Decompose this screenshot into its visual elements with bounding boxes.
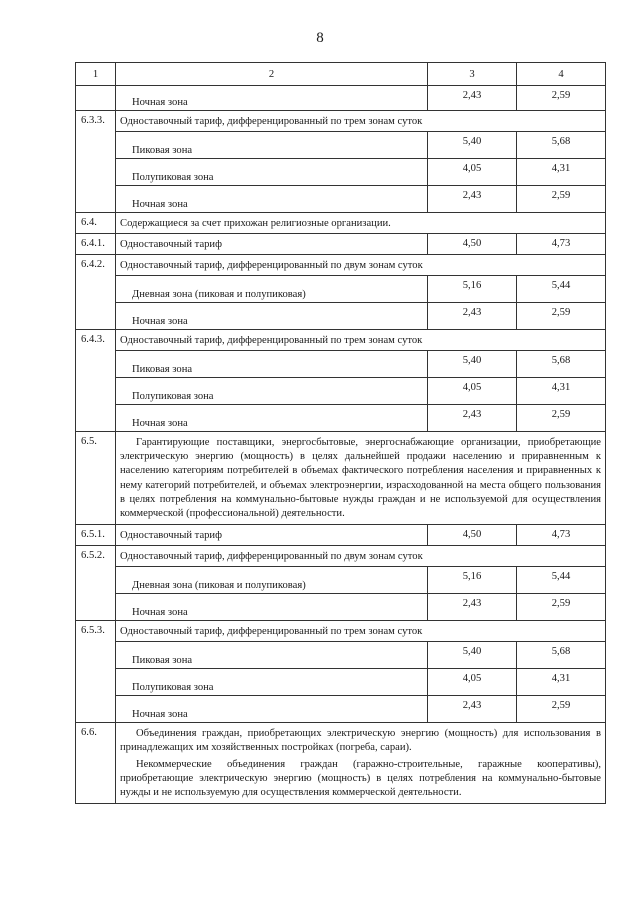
section-number: 6.4.3. (76, 330, 116, 432)
value-col-3: 2,43 (428, 405, 517, 432)
section-row (76, 255, 606, 276)
zone-label: Дневная зона (пиковая и полупиковая) (116, 567, 428, 594)
zone-label: Полупиковая зона (116, 669, 428, 696)
value-col-4: 5,68 (517, 642, 606, 669)
section-number: 6.4.2. (76, 255, 116, 330)
section-title: Содержащиеся за счет прихожан религиозные организации. (116, 213, 606, 234)
zone-label: Ночная зона (116, 696, 428, 723)
section-row (76, 525, 606, 546)
section-title: Одноставочный тариф, дифференцированный по трем зонам суток (116, 621, 606, 642)
header-col-3: 3 (428, 63, 517, 86)
table-row (76, 405, 606, 432)
section-number: 6.4.1. (76, 234, 116, 255)
header-row (76, 63, 606, 86)
value-col-4: 2,59 (517, 86, 606, 111)
section-row (76, 234, 606, 255)
table-row (76, 276, 606, 303)
zone-label: Ночная зона (116, 594, 428, 621)
value-col-4: 5,44 (517, 567, 606, 594)
section-number: 6.5.3. (76, 621, 116, 723)
table-row (76, 351, 606, 378)
value-col-4: 4,73 (517, 234, 606, 255)
table-row (76, 159, 606, 186)
header-col-2: 2 (116, 63, 428, 86)
value-col-3: 4,50 (428, 234, 517, 255)
section-title: Одноставочный тариф, дифференцированный по двум зонам суток (116, 255, 606, 276)
table-row (76, 186, 606, 213)
value-col-4: 4,31 (517, 669, 606, 696)
header-col-4: 4 (517, 63, 606, 86)
value-col-3: 5,40 (428, 351, 517, 378)
tariff-table (75, 62, 606, 804)
page-number: 8 (316, 30, 324, 46)
paragraph-text: Некоммерческие объединения граждан (гаражно-строительные, гаражные кооперативы), приобретающие электрическую энергию (мощность) в целях потребления на коммунально-бытовые нужды и не используемую для осуществления коммерческой деятельности. (120, 758, 601, 799)
section-row (76, 621, 606, 642)
section-title: Одноставочный тариф, дифференцированный по трем зонам суток (116, 330, 606, 351)
table-row (76, 669, 606, 696)
value-col-4: 5,44 (517, 276, 606, 303)
value-col-3: 4,05 (428, 669, 517, 696)
table-row (76, 132, 606, 159)
section-number: 6.6. (76, 723, 116, 804)
section-row (76, 330, 606, 351)
row-number-empty (76, 86, 116, 111)
zone-label: Дневная зона (пиковая и полупиковая) (116, 276, 428, 303)
zone-label: Пиковая зона (116, 642, 428, 669)
value-col-3: 5,40 (428, 132, 517, 159)
table-row (76, 567, 606, 594)
zone-label: Ночная зона (116, 86, 428, 111)
value-col-4: 5,68 (517, 351, 606, 378)
section-title: Одноставочный тариф (116, 234, 428, 255)
section-title: Одноставочный тариф (116, 525, 428, 546)
header-col-1: 1 (76, 63, 116, 86)
section-paragraph (116, 432, 606, 525)
section-number: 6.5.1. (76, 525, 116, 546)
value-col-4: 2,59 (517, 594, 606, 621)
value-col-4: 2,59 (517, 405, 606, 432)
value-col-3: 5,40 (428, 642, 517, 669)
zone-label: Пиковая зона (116, 132, 428, 159)
value-col-4: 4,73 (517, 525, 606, 546)
paragraph-text: Гарантирующие поставщики, энергосбытовые, энергоснабжающие организации, приобретающие электрическую энергию (мощность) в целях дальнейшей продажи населению и приравненным к населению категориям потребителей в объемах фактического потребления населения и приравненных к нему категорий потребителей, и объемах электроэнергии, израсходованной на места общего пользования в целях потребления на коммунально-бытовые нужды граждан и не используемой для осуществления коммерческой (профессиональной) деятельности. (120, 437, 601, 520)
zone-label: Ночная зона (116, 303, 428, 330)
value-col-3: 2,43 (428, 594, 517, 621)
paragraph-text: Объединения граждан, приобретающих электрическую энергию (мощность) для использования в принадлежащих им хозяйственных постройках (погреба, сараи). (120, 728, 601, 754)
zone-label: Полупиковая зона (116, 159, 428, 186)
value-col-3: 4,05 (428, 159, 517, 186)
table-row (76, 642, 606, 669)
value-col-4: 2,59 (517, 186, 606, 213)
zone-label: Ночная зона (116, 186, 428, 213)
section-row (76, 213, 606, 234)
value-col-3: 5,16 (428, 276, 517, 303)
table-row (76, 378, 606, 405)
section-number: 6.5.2. (76, 546, 116, 621)
value-col-4: 4,31 (517, 159, 606, 186)
table-row (76, 303, 606, 330)
value-col-4: 2,59 (517, 696, 606, 723)
section-row (76, 111, 606, 132)
section-row (76, 432, 606, 525)
table-row (76, 594, 606, 621)
value-col-3: 5,16 (428, 567, 517, 594)
section-number: 6.4. (76, 213, 116, 234)
section-title: Одноставочный тариф, дифференцированный по двум зонам суток (116, 546, 606, 567)
table-row (76, 86, 606, 111)
value-col-4: 5,68 (517, 132, 606, 159)
section-number: 6.5. (76, 432, 116, 525)
value-col-3: 4,50 (428, 525, 517, 546)
section-row (76, 546, 606, 567)
zone-label: Ночная зона (116, 405, 428, 432)
section-number: 6.3.3. (76, 111, 116, 213)
value-col-4: 2,59 (517, 303, 606, 330)
zone-label: Полупиковая зона (116, 378, 428, 405)
section-paragraph (116, 723, 606, 804)
value-col-3: 2,43 (428, 696, 517, 723)
value-col-3: 4,05 (428, 378, 517, 405)
zone-label: Пиковая зона (116, 351, 428, 378)
section-row (76, 723, 606, 804)
value-col-3: 2,43 (428, 303, 517, 330)
value-col-3: 2,43 (428, 86, 517, 111)
value-col-3: 2,43 (428, 186, 517, 213)
table-row (76, 696, 606, 723)
value-col-4: 4,31 (517, 378, 606, 405)
section-title: Одноставочный тариф, дифференцированный по трем зонам суток (116, 111, 606, 132)
